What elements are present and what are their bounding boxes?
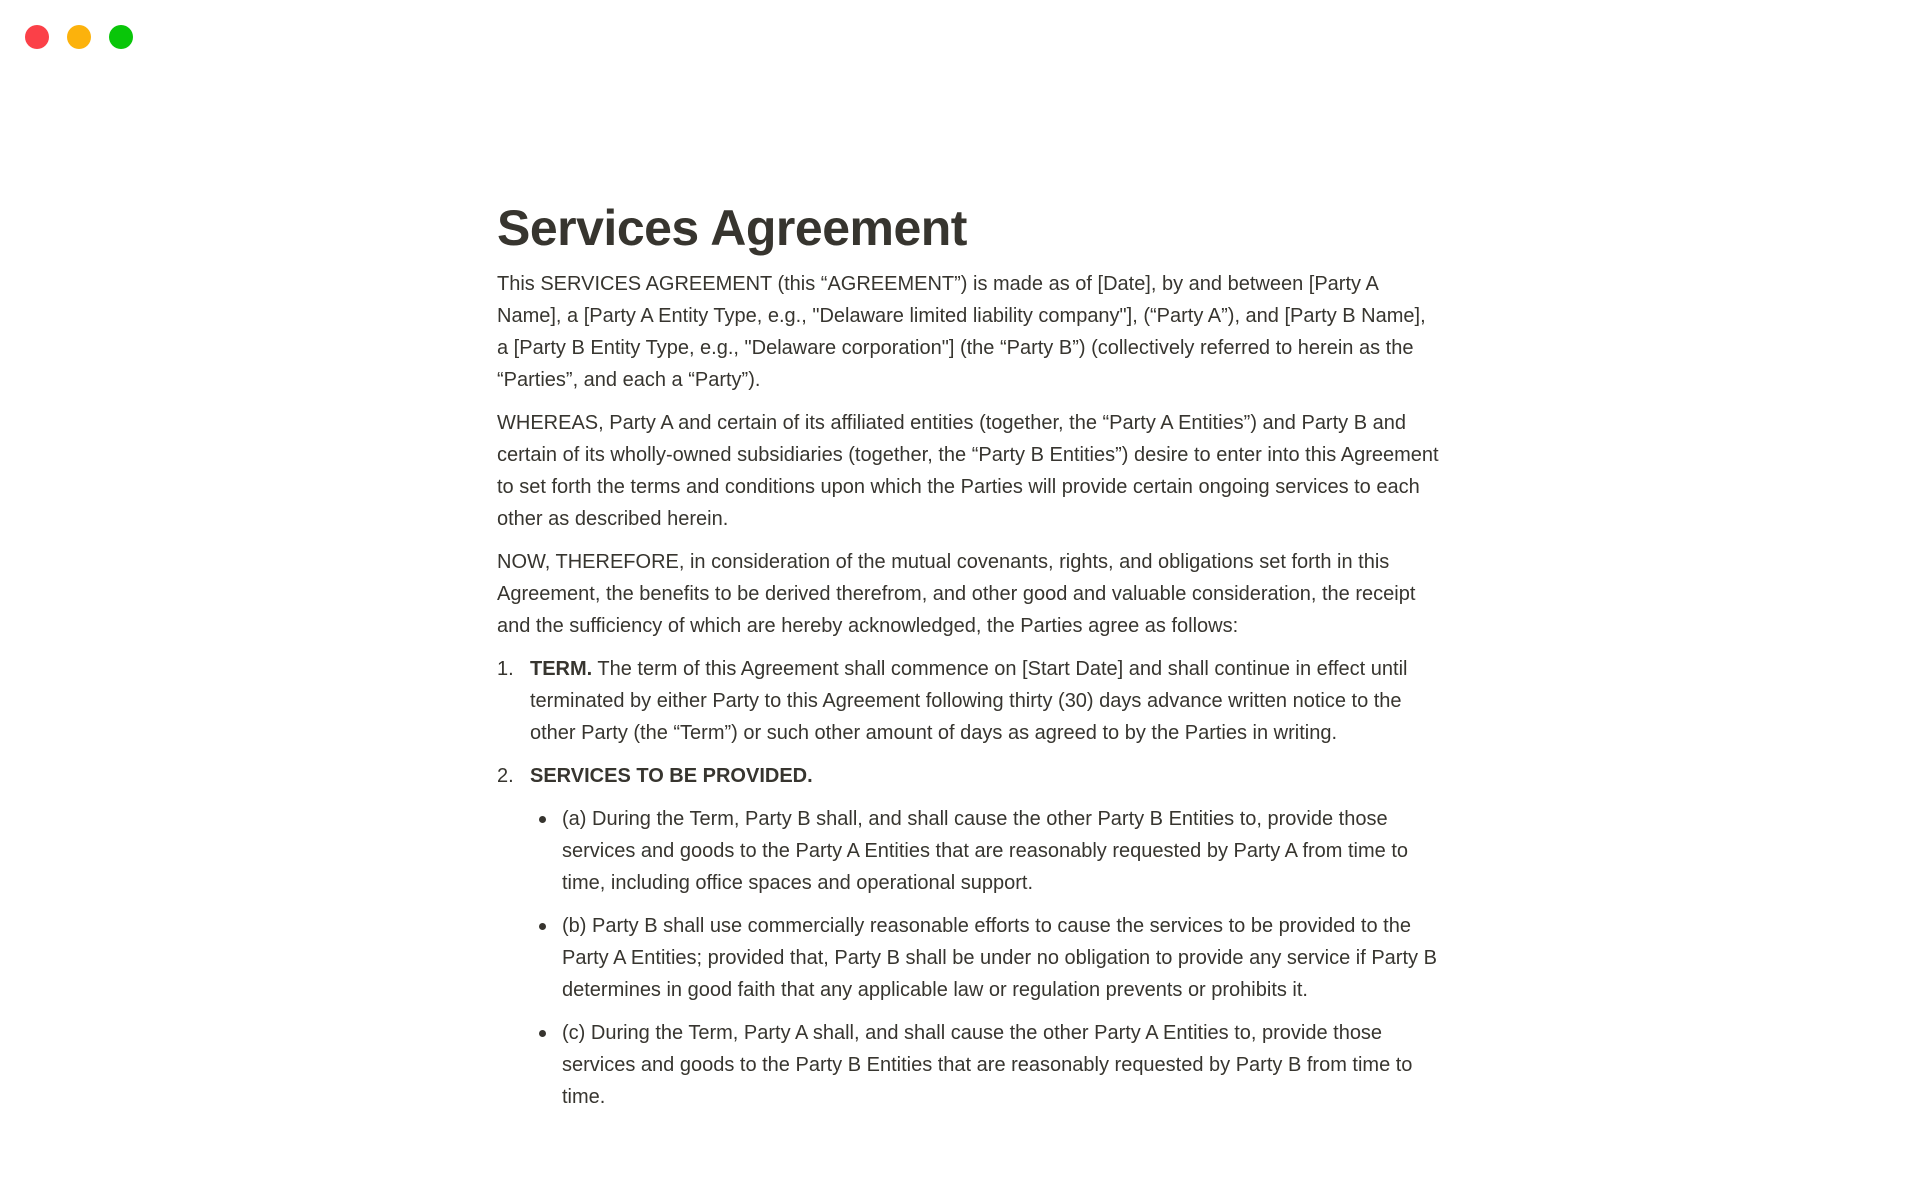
- bullet-item-a[interactable]: [497, 803, 1440, 899]
- paragraph-preamble[interactable]: This SERVICES AGREEMENT (this “AGREEMENT”) is made as of [Date], by and between [Party A Name], a [Party A Entity Type, e.g., "Delaware limited liability company"], (“Party A”), and [Party B Name], a [Party B Entity Type, e.g., "Delaware corporation"] (the “Party B”) (collectively referred to herein as the “Parties”, and each a “Party”).: [497, 273, 1426, 391]
- paragraph-whereas[interactable]: WHEREAS, Party A and certain of its affiliated entities (together, the “Party A Entities”) and Party B and certain of its wholly-owned subsidiaries (together, the “Party B Entities”) desire to enter into this Agreement to set forth the terms and conditions upon which the Parties will provide certain ongoing services to each other as described herein.: [497, 412, 1439, 530]
- bullet-item-c[interactable]: [497, 1017, 1440, 1113]
- bullet-icon: [539, 816, 546, 823]
- close-button[interactable]: [25, 25, 49, 49]
- numbered-item-text: [530, 653, 1440, 749]
- traffic-lights: [25, 25, 133, 49]
- bullet-item-b[interactable]: [497, 910, 1440, 1006]
- bullet-icon: [539, 923, 546, 930]
- minimize-button[interactable]: [67, 25, 91, 49]
- list-number: 2.: [497, 765, 514, 787]
- bullet-icon: [539, 1030, 546, 1037]
- term-heading: TERM.: [530, 658, 593, 680]
- paragraph-now-therefore[interactable]: NOW, THEREFORE, in consideration of the mutual covenants, rights, and obligations set forth in this Agreement, the benefits to be derived therefrom, and other good and valuable consideration, the receipt and the sufficiency of which are hereby acknowledged, the Parties agree as follows:: [497, 551, 1416, 637]
- services-heading: SERVICES TO BE PROVIDED.: [530, 765, 813, 787]
- numbered-item-term[interactable]: [497, 653, 1440, 749]
- page-title[interactable]: Services Agreement: [497, 200, 967, 256]
- list-number: 1.: [497, 658, 514, 680]
- bullet-a-text: (a) During the Term, Party B shall, and shall cause the other Party B Entities to, provide those services and goods to the Party A Entities that are reasonably requested by Party A from time to time, including office spaces and operational support.: [562, 808, 1409, 894]
- maximize-button[interactable]: [109, 25, 133, 49]
- bullet-c-text: (c) During the Term, Party A shall, and shall cause the other Party A Entities to, provide those services and goods to the Party B Entities that are reasonably requested by Party B from time to time.: [562, 1022, 1413, 1108]
- bullet-b-text: (b) Party B shall use commercially reasonable efforts to cause the services to be provided to the Party A Entities; provided that, Party B shall be under no obligation to provide any service if Party B determines in good faith that any applicable law or regulation prevents or prohibits it.: [562, 915, 1437, 1001]
- document-page: [497, 0, 1440, 1113]
- term-body-text: The term of this Agreement shall commence on [Start Date] and shall continue in effect until terminated by either Party to this Agreement following thirty (30) days advance written notice to the other Party (the “Term”) or such other amount of days as agreed to by the Parties in writing.: [530, 658, 1408, 744]
- numbered-item-services[interactable]: [497, 760, 1440, 792]
